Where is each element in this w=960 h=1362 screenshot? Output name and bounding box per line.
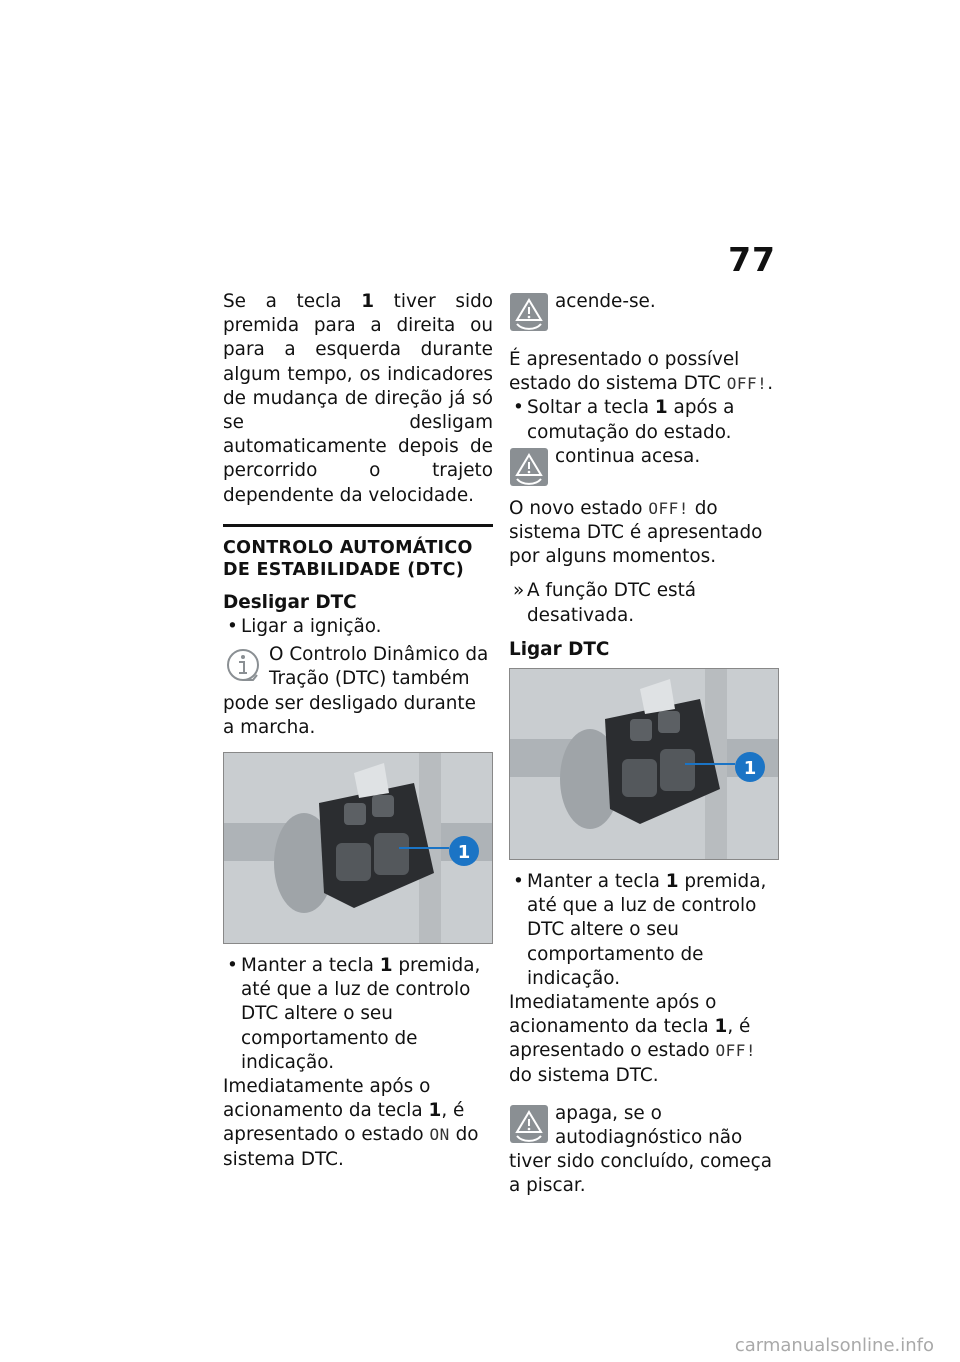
bullet-ignition: • Ligar a ignição.	[223, 615, 493, 639]
after-press-left: Imediatamente após o acionamento da tecla 1, é apresentado o estado ON do sistema DTC.	[223, 1076, 479, 1170]
subheading-disable-dtc: Desligar DTC	[223, 591, 357, 613]
page-number: 77	[728, 240, 776, 279]
stays-lit-text: continua acesa.	[555, 445, 701, 467]
dtc-warning-icon	[509, 1104, 549, 1144]
watermark: carmanualsonline.info	[734, 1335, 934, 1356]
stays-lit-note	[509, 445, 779, 489]
goes-out-note	[509, 1102, 779, 1199]
dtc-warning-icon	[509, 292, 549, 332]
lights-up-text: acende-se.	[555, 291, 656, 312]
dtc-warning-icon	[509, 447, 549, 487]
new-state: O novo estado OFF! do sistema DTC é apresentado por alguns momentos.	[509, 497, 763, 568]
bullet-hold-key-right: • Manter a tecla 1 premida, até que a luz de controlo DTC altere o seu comportamento de indicação.	[509, 870, 779, 991]
photo-callout-left: 1	[457, 842, 471, 864]
handlebar-photo-right	[509, 668, 779, 860]
goes-out-text: apaga, se o autodiagnóstico não tiver sido concluído, começa a piscar.	[509, 1102, 772, 1197]
bullet-release-key: • Soltar a tecla 1 após a comutação do estado.	[509, 396, 779, 444]
left-column	[223, 290, 493, 1172]
section-rule	[223, 524, 493, 527]
handlebar-photo-left	[223, 752, 493, 944]
info-icon	[223, 645, 263, 685]
section-heading: CONTROLO AUTOMÁTICO DE ESTABILIDADE (DTC)	[223, 537, 473, 580]
result-dtc-disabled: » A função DTC está desativada.	[509, 579, 779, 627]
bullet-hold-key-left: • Manter a tecla 1 premida, até que a luz de controlo DTC altere o seu comportamento de indicação.	[223, 954, 493, 1075]
right-column	[509, 290, 779, 1199]
info-note-text: O Controlo Dinâmico da Tração (DTC) também pode ser desligado durante a marcha.	[223, 644, 489, 738]
photo-callout-right: 1	[743, 758, 757, 780]
subheading-enable-dtc: Ligar DTC	[509, 638, 610, 660]
possible-state: É apresentado o possível estado do sistema DTC OFF!.	[509, 349, 774, 395]
info-note	[223, 643, 493, 740]
lights-up-note	[509, 290, 779, 334]
intro-paragraph: Se a tecla 1 tiver sido premida para a direita ou para a esquerda durante algum tempo, os indicadores de mudança de direção já só se desligam automaticamente depois de percorrido o trajeto dependente da velocidade.	[223, 291, 494, 506]
after-press-right: Imediatamente após o acionamento da tecla 1, é apresentado o estado OFF! do sistema DTC.	[509, 992, 756, 1086]
